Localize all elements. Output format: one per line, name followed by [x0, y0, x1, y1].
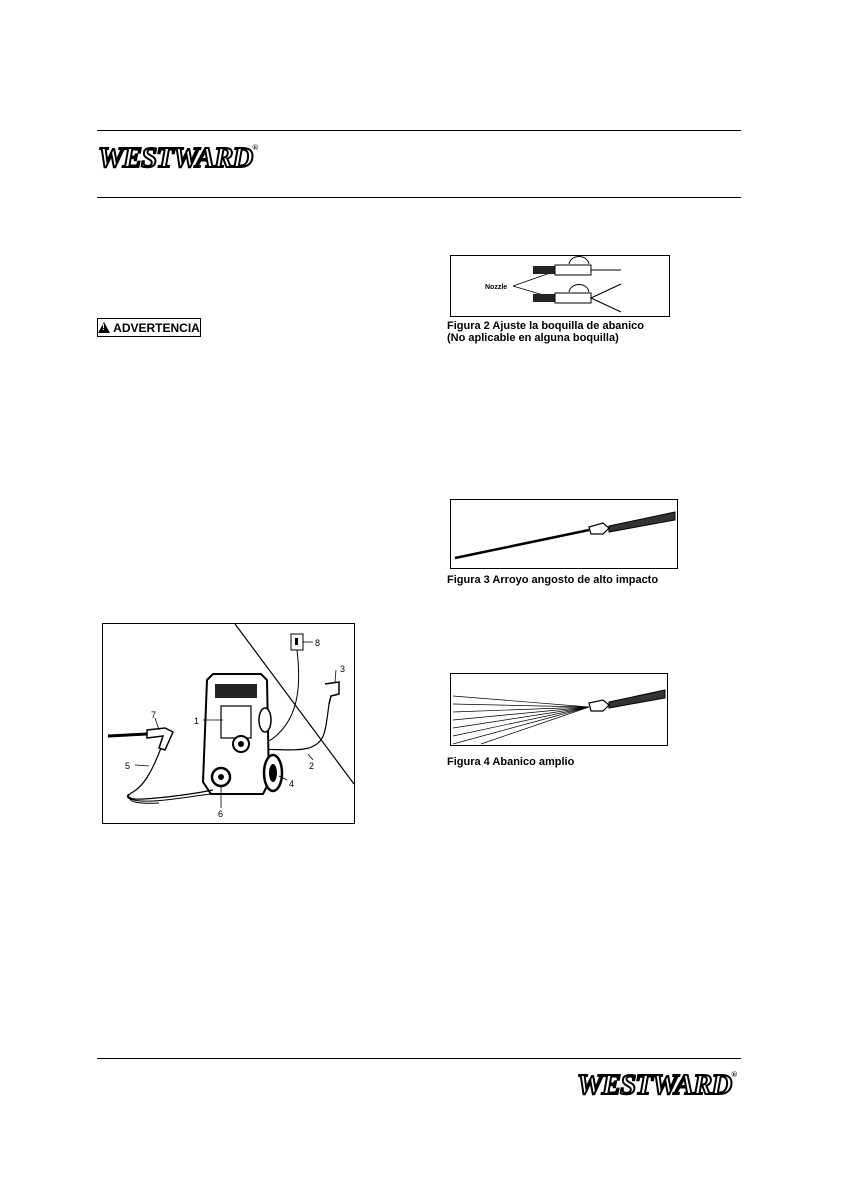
- figure-3-narrow-stream: [450, 499, 678, 569]
- warning-badge: [97, 318, 201, 337]
- figure-4-caption: Figura 4 Abanico amplio: [447, 756, 575, 768]
- figure-2-nozzle-adjust: [450, 255, 670, 317]
- warning-triangle-icon: [98, 322, 110, 333]
- wide-fan-drawing: [451, 674, 667, 745]
- callout-8: 8: [315, 638, 321, 648]
- figure-4-wide-fan: [450, 673, 668, 746]
- header-logo-text: WESTWARD: [98, 142, 253, 174]
- footer-logo: WESTWARD®: [577, 1069, 737, 1101]
- figure-2-caption-line-1: Figura 2 Ajuste la boquilla de abanico: [447, 320, 645, 332]
- header-logo: WESTWARD®: [98, 142, 258, 174]
- figure-1-pressure-washer: [102, 623, 355, 824]
- callout-1: 1: [194, 716, 200, 726]
- callout-5: 5: [125, 761, 131, 771]
- warning-label: ADVERTENCIA: [113, 320, 200, 335]
- callout-2: 2: [309, 761, 315, 771]
- footer-logo-text: WESTWARD: [577, 1069, 732, 1101]
- figure-3-caption: Figura 3 Arroyo angosto de alto impacto: [447, 574, 659, 586]
- callout-3: 3: [340, 664, 346, 674]
- header-top-rule: [97, 130, 741, 131]
- callout-4: 4: [289, 779, 295, 789]
- header-bottom-rule: [97, 197, 741, 198]
- callout-7: 7: [151, 710, 157, 720]
- figure-2-caption-line-2: (No aplicable en alguna boquilla): [447, 332, 619, 344]
- callout-6: 6: [218, 809, 224, 819]
- footer-rule: [97, 1058, 741, 1059]
- pressure-washer-drawing: [103, 624, 354, 823]
- nozzle-drawing: [451, 256, 669, 316]
- nozzle-label: Nozzle: [485, 284, 508, 291]
- narrow-stream-drawing: [451, 500, 677, 568]
